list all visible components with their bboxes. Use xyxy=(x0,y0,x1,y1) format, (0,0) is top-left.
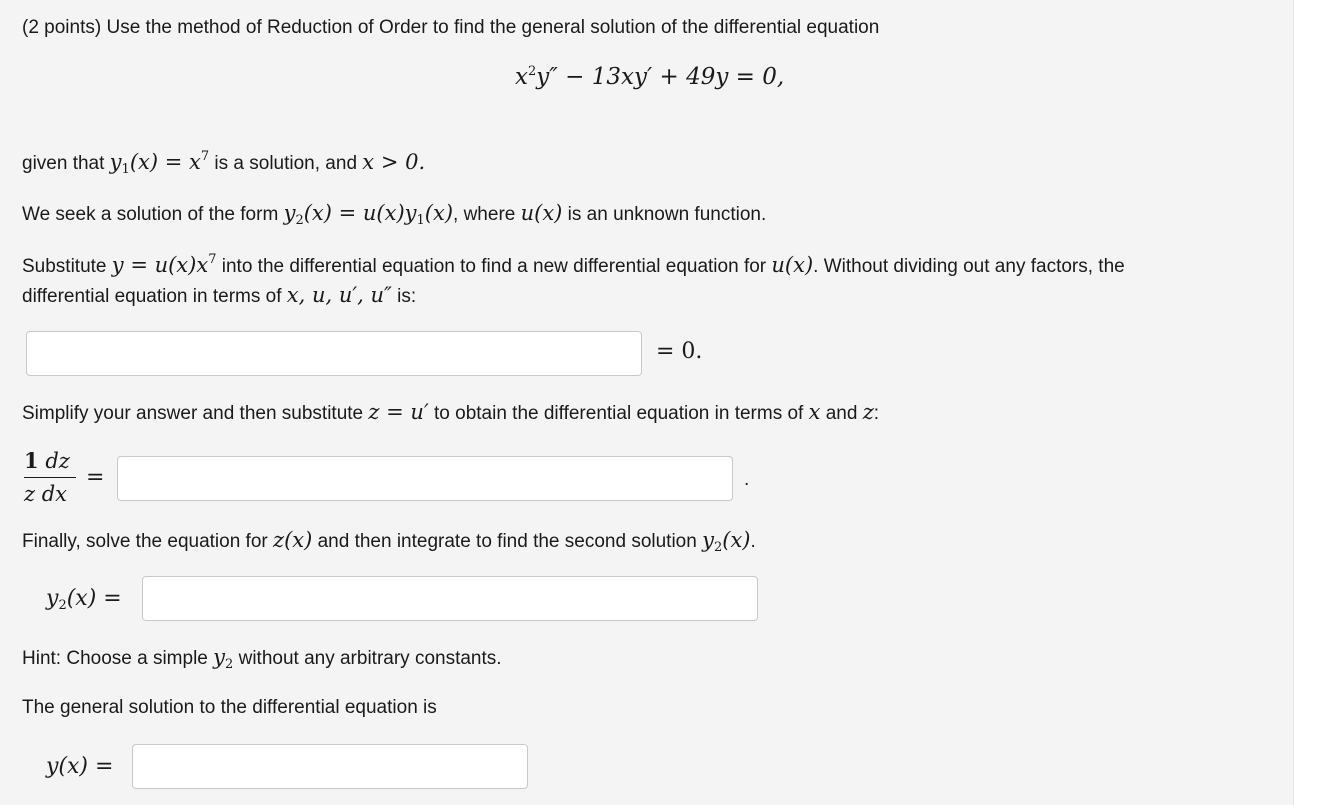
simplify-line: Simplify your answer and then substitute z = u′ to obtain the differential equation in terms of x and z: xyxy=(22,400,880,424)
dz-dx-fraction xyxy=(24,448,76,508)
given-line: given that $y_1(x) = x^7$ is a solution, and x > 0. xyxy=(22,149,426,177)
substitute-line-1: Substitute $y = u(x)x^7$ into the differential equation to find a new differential equation for u(x). Without dividing out any factors, the xyxy=(22,252,1125,277)
y-general-label: y(x) = xyxy=(46,754,114,779)
general-solution-input[interactable] xyxy=(132,744,528,789)
y2-label: $y_2(x)$ = xyxy=(46,586,122,613)
fraction-numerator: 1 dz xyxy=(24,448,70,473)
y2-input[interactable] xyxy=(142,576,758,621)
seek-line: We seek a solution of the form $y_2(x) = u(x)y_1(x)$, where u(x) is an unknown function. xyxy=(22,201,767,228)
finally-line: Finally, solve the equation for z(x) and then integrate to find the second solution $y_2(x)$. xyxy=(22,528,756,555)
ode-in-u-input[interactable] xyxy=(26,331,642,376)
equals-zero-label: = 0. xyxy=(656,339,703,364)
hint-line: Hint: Choose a simple $y_2$ without any arbitrary constants. xyxy=(22,645,502,672)
fraction-denominator: z dx xyxy=(24,482,68,506)
problem-intro: (2 points) Use the method of Reduction of Order to find the general solution of the differential equation xyxy=(22,17,880,38)
main-equation: $x^2y'' - 13xy' + 49y = 0$, xyxy=(515,64,785,90)
fraction-bar xyxy=(24,477,76,478)
substitute-line-2: differential equation in terms of x, u, u′, u″ is: xyxy=(22,283,417,307)
fraction-equals: = xyxy=(86,465,105,490)
general-solution-line: The general solution to the differential equation is xyxy=(22,697,437,718)
dz-dx-input[interactable] xyxy=(117,456,733,501)
period-mark: . xyxy=(744,469,750,490)
